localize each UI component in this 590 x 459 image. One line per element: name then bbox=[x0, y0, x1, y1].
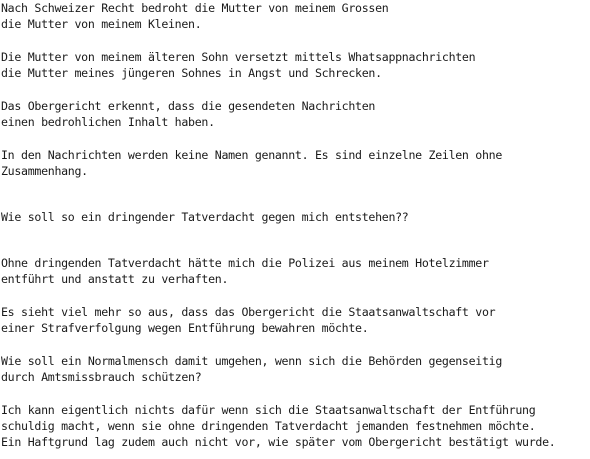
text-line: durch Amtsmissbrauch schützen? bbox=[1, 370, 202, 384]
text-line: schuldig macht, wenn sie ohne dringenden Tatverdacht jemanden festnehmen möchte. bbox=[1, 419, 536, 433]
paragraph bbox=[1, 98, 589, 130]
paragraph bbox=[1, 402, 589, 450]
question-paragraph bbox=[1, 209, 589, 225]
text-line: In den Nachrichten werden keine Namen genannt. Es sind einzelne Zeilen ohne bbox=[1, 148, 503, 162]
text-line: einer Strafverfolgung wegen Entführung bewahren möchte. bbox=[1, 321, 369, 335]
text-line: Wie soll ein Normalmensch damit umgehen, wenn sich die Behörden gegenseitig bbox=[1, 354, 503, 368]
text-line: Die Mutter von meinem älteren Sohn versetzt mittels Whatsappnachrichten bbox=[1, 50, 476, 64]
text-line: einen bedrohlichen Inhalt haben. bbox=[1, 115, 215, 129]
text-line: entführt und anstatt zu verhaften. bbox=[1, 272, 229, 286]
text-line: Zusammenhang. bbox=[1, 164, 88, 178]
text-line: Nach Schweizer Recht bedroht die Mutter von meinem Grossen bbox=[1, 1, 389, 15]
paragraph bbox=[1, 49, 589, 81]
paragraph bbox=[1, 147, 589, 179]
text-line: Ein Haftgrund lag zudem auch nicht vor, wie später vom Obergericht bestätigt wurde. bbox=[1, 435, 556, 449]
paragraph bbox=[1, 255, 589, 287]
text-line: die Mutter meines jüngeren Sohnes in Angst und Schrecken. bbox=[1, 66, 382, 80]
text-line: Wie soll so ein dringender Tatverdacht gegen mich entstehen?? bbox=[1, 210, 409, 224]
paragraph bbox=[1, 0, 589, 32]
document-body bbox=[1, 0, 589, 450]
paragraph bbox=[1, 304, 589, 336]
text-line: die Mutter von meinem Kleinen. bbox=[1, 17, 202, 31]
text-line: Es sieht viel mehr so aus, dass das Obergericht die Staatsanwaltschaft vor bbox=[1, 305, 496, 319]
text-line: Das Obergericht erkennt, dass die gesendeten Nachrichten bbox=[1, 99, 376, 113]
text-line: Ich kann eigentlich nichts dafür wenn sich die Staatsanwaltschaft der Entführung bbox=[1, 403, 536, 417]
text-line: Ohne dringenden Tatverdacht hätte mich die Polizei aus meinem Hotelzimmer bbox=[1, 256, 489, 270]
paragraph bbox=[1, 353, 589, 385]
